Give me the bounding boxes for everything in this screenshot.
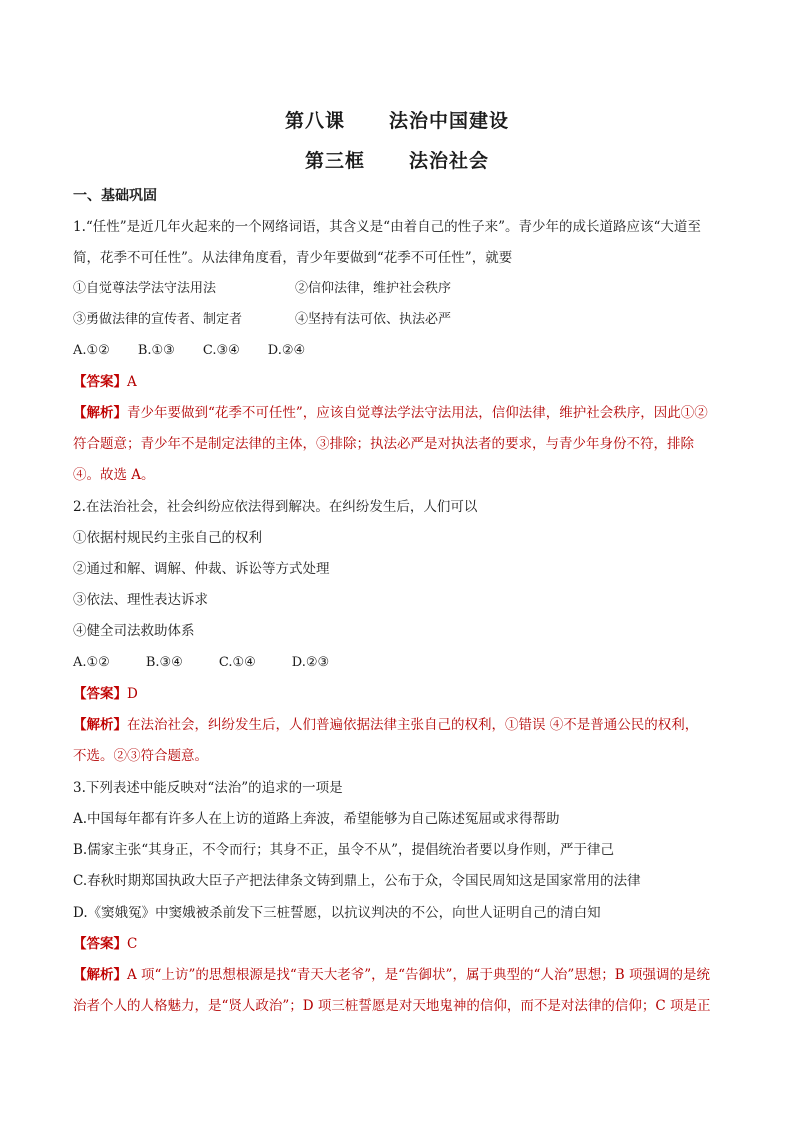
q2-stem: 2.在法治社会，社会纠纷应依法得到解决。在纠纷发生后，人们可以 — [73, 499, 478, 515]
q2-analysis-line1 — [73, 715, 723, 735]
q1-options-row2 — [73, 310, 451, 330]
q1-analysis-line2: 符合题意；青少年不是制定法律的主体，③排除；执法必严是对执法者的要求，与青少年身份不符，排除 — [73, 436, 694, 452]
q1-choices — [73, 341, 333, 361]
q3-answer — [73, 934, 723, 954]
q1-stem-line1: 1.“任性”是近几年火起来的一个网络词语，其含义是“由着自己的性子来”。青少年的成长道路应该“大道至 — [73, 219, 701, 235]
q3-analysis-text1: A 项“上访”的思想根源是找“青天大老爷”，是“告御状”，属于典型的“人治”思想；B 项强调的是统 — [127, 967, 710, 983]
q2-choices — [73, 653, 357, 673]
q3-analysis-line1 — [73, 965, 723, 985]
q1-answer-value: A — [127, 374, 137, 390]
q1-analysis-text1: 青少年要做到“花季不可任性”，应该自觉尊法学法守法用法，信仰法律，维护社会秩序，因此①② — [127, 405, 708, 421]
q3-option-a: A.中国每年都有许多人在上访的道路上奔波，希望能够为自己陈述冤屈或求得帮助 — [73, 811, 560, 827]
q2-option-3: ③依法、理性表达诉求 — [73, 592, 208, 608]
q1-choice-b: B.①③ — [137, 343, 175, 358]
q1-choice-d: D.②④ — [267, 343, 306, 358]
lesson-name: 法治中国建设 — [389, 110, 510, 132]
q2-option-2: ②通过和解、调解、仲裁、诉讼等方式处理 — [73, 561, 330, 577]
q1-analysis-label: 【解析】 — [73, 405, 127, 421]
q1-answer-label: 【答案】 — [73, 374, 127, 390]
q2-analysis-text1: 在法治社会，纠纷发生后，人们普遍依据法律主张自己的权利，①错误 ④不是普通公民的权利， — [127, 717, 699, 733]
lesson-number: 第八课 — [284, 110, 345, 132]
q1-choice-c: C.③④ — [202, 343, 240, 358]
q3-option-d: D.《窦娥冤》中窦娥被杀前发下三桩誓愿，以抗议判决的不公，向世人证明自己的清白知 — [73, 905, 601, 921]
q3-analysis-line2: 治者个人的人格魅力，是“贤人政治”；D 项三桩誓愿是对天地鬼神的信仰，而不是对法律的信仰；C 项是正 — [73, 998, 711, 1014]
q1-stem-line2: 简，花季不可任性”。从法律角度看，青少年要做到“花季不可任性”，就要 — [73, 250, 513, 266]
section-heading: 一、基础巩固 — [73, 188, 157, 204]
q3-option-b: B.儒家主张“其身正，不令而行；其身不正，虽令不从”，提倡统治者要以身作则，严于律己 — [73, 842, 615, 858]
q1-analysis-line1 — [73, 403, 723, 423]
q2-answer — [73, 684, 723, 704]
q1-options-row1 — [73, 279, 451, 299]
q1-option-1: ①自觉尊法学法守法用法 — [73, 281, 217, 296]
q1-option-2: ②信仰法律，维护社会秩序 — [295, 281, 452, 296]
q3-analysis-label: 【解析】 — [73, 967, 127, 983]
q2-option-1: ①依据村规民约主张自己的权利 — [73, 530, 262, 546]
frame-number: 第三框 — [304, 150, 365, 172]
q1-analysis-line3: ④。故选 A。 — [73, 467, 155, 483]
lesson-title — [0, 106, 794, 133]
q2-answer-value: D — [127, 686, 138, 702]
q2-choice-b: B.③④ — [145, 655, 183, 670]
q2-analysis-label: 【解析】 — [73, 717, 127, 733]
q2-answer-label: 【答案】 — [73, 686, 127, 702]
frame-name: 法治社会 — [409, 150, 490, 172]
q1-choice-a: A.①② — [73, 343, 110, 358]
q2-choice-d: D.②③ — [291, 655, 330, 670]
q2-choice-c: C.①④ — [218, 655, 256, 670]
q1-option-3: ③勇做法律的宣传者、制定者 — [73, 312, 243, 327]
q3-stem: 3.下列表述中能反映对“法治”的追求的一项是 — [73, 780, 343, 796]
q1-answer — [73, 372, 723, 392]
q2-option-4: ④健全司法救助体系 — [73, 623, 195, 639]
q1-option-4: ④坚持有法可依、执法必严 — [295, 312, 452, 327]
q3-answer-value: C — [127, 936, 138, 952]
frame-title — [0, 146, 794, 173]
q2-analysis-line2: 不选。②③符合题意。 — [73, 748, 208, 764]
q3-answer-label: 【答案】 — [73, 936, 127, 952]
q3-option-c: C.春秋时期郑国执政大臣子产把法律条文铸到鼎上，公布于众，令国民周知这是国家常用的法律 — [73, 873, 641, 889]
q2-choice-a: A.①② — [73, 655, 110, 670]
